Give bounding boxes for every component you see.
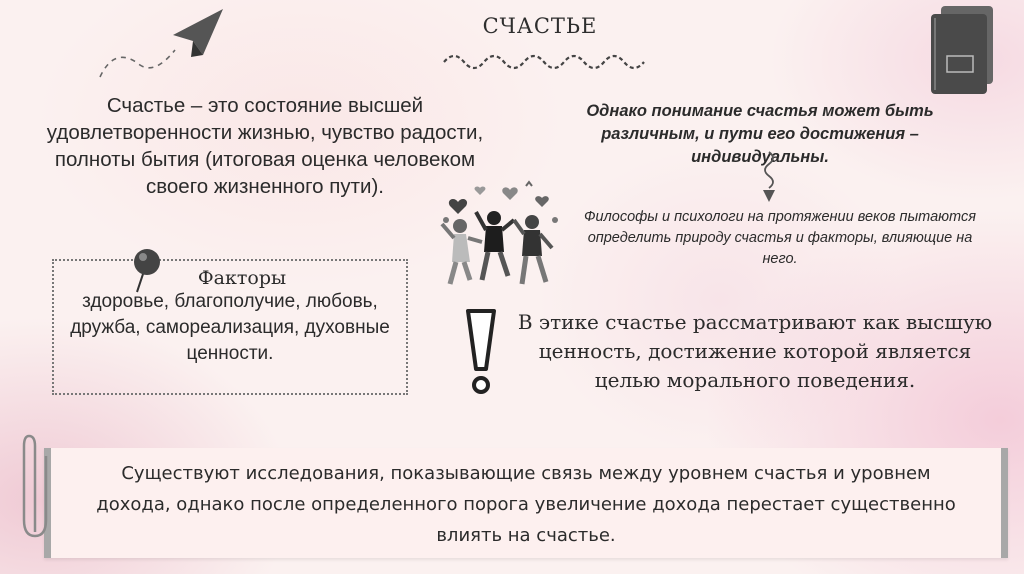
ethics-text: В этике счастье рассматривают как высшую ценность, достижение которой является целью морального поведения. (517, 310, 993, 392)
research-box (44, 448, 1008, 558)
factors-box (52, 259, 408, 395)
philosophers-text: Философы и психологи на протяжении веков пытаются определить природу счастья и факторы, влияющие на него. (584, 209, 976, 267)
factors-title: Факторы (197, 267, 287, 289)
paper-plane-icon (95, 5, 235, 85)
page-title: СЧАСТЬЕ (482, 14, 598, 38)
title-wave-divider (444, 44, 644, 74)
arrow-down-icon (755, 150, 785, 210)
paperclip-icon (22, 432, 48, 542)
factors-text: здоровье, благополучие, любовь, дружба, самореализация, духовные ценности. (70, 291, 390, 364)
research-text: Существуют исследования, показывающие связь между уровнем счастья и уровнем дохода, однако после определенного порога увеличение дохода перестает существенно влиять на счастье. (96, 463, 956, 546)
understanding-text: Однако понимание счастья может быть различным, и пути его достижения – индивидуальны. (586, 102, 934, 166)
pushpin-icon (127, 246, 167, 296)
exclamation-icon (462, 307, 502, 397)
happy-people-illustration (430, 180, 570, 295)
book-icon (925, 4, 1005, 99)
definition-text: Счастье – это состояние высшей удовлетворенности жизнью, чувство радости, полноты бытия (итоговая оценка человеком своего жизненного пути). (46, 94, 484, 198)
